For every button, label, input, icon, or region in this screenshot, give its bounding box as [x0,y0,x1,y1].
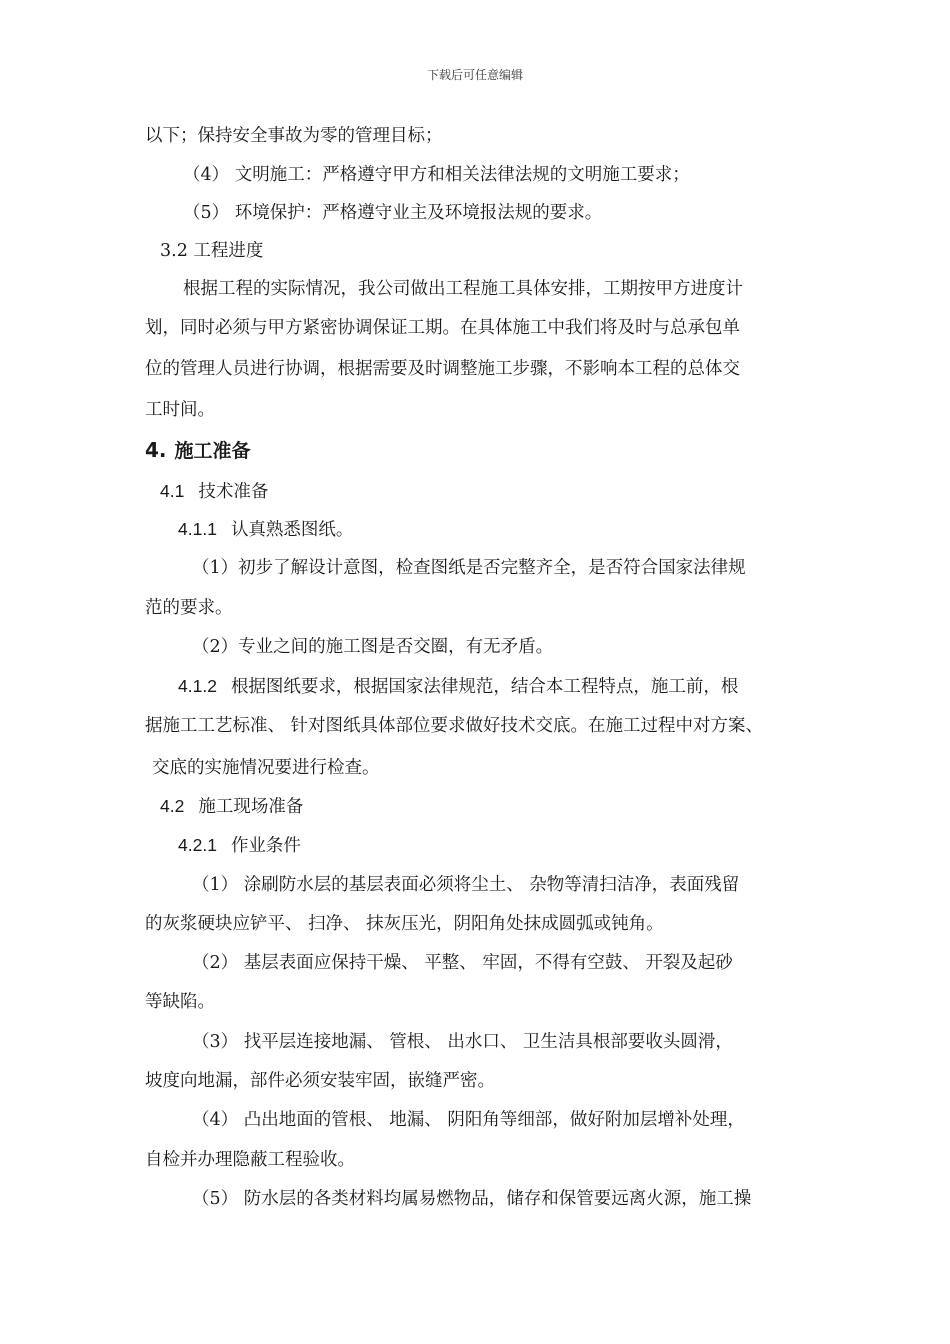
section-heading: 3.2 工程进度 [160,241,264,261]
section-title: 施工现场准备 [198,797,304,817]
subsection-number: 4.2.1 [178,835,217,855]
chapter-number: 4. [145,438,167,462]
section-heading [160,479,268,504]
section-number: 4.2 [160,796,185,816]
page-header: 下载后可任意编辑 [426,68,523,82]
section-heading [160,794,303,819]
paragraph-line: 划，同时必须与甲方紧密协调保证工期。在具体施工中我们将及时与总承包单 [145,318,740,338]
paragraph-line: 自检并办理隐蔽工程验收。 [145,1150,355,1170]
list-item: （1）初步了解设计意图，检查图纸是否完整齐全，是否符合国家法律规 [192,558,746,578]
subsection-number: 4.1.2 [178,676,217,696]
section-title: 技术准备 [198,482,269,502]
chapter-heading [145,438,251,463]
paragraph-line: 坡度向地漏，部件必须安装牢固，嵌缝严密。 [145,1071,495,1091]
list-item: （4） 凸出地面的管根、 地漏、 阴阳角等细部，做好附加层增补处理， [192,1110,745,1130]
list-item: （5） 防水层的各类材料均属易燃物品，储存和保管要远离火源，施工操 [192,1189,752,1209]
subsection-title: 认真熟悉图纸。 [230,520,354,540]
paragraph-line: 以下；保持安全事故为零的管理目标； [145,126,443,146]
paragraph-line: 位的管理人员进行协调，根据需要及时调整施工步骤，不影响本工程的总体交 [145,359,740,379]
subsection-number: 4.1.1 [178,519,217,539]
subsection-heading [178,833,301,858]
list-item: （5） 环境保护：严格遵守业主及环境报法规的要求。 [183,203,603,223]
paragraph-line: 根据工程的实际情况，我公司做出工程施工具体安排，工期按甲方进度计 [183,279,743,299]
list-item: （2）专业之间的施工图是否交圈，有无矛盾。 [192,637,554,657]
list-item: （3） 找平层连接地漏、 管根、 出水口、 卫生洁具根部要收头圆滑， [192,1032,733,1052]
subsection-title: 作业条件 [230,836,301,856]
chapter-title: 施工准备 [174,440,251,462]
list-item: （4） 文明施工：严格遵守甲方和相关法律法规的文明施工要求； [183,165,690,185]
paragraph-line: 交底的实施情况要进行检查。 [152,758,380,778]
paragraph-line: 据施工工艺标准、 针对图纸具体部位要求做好技术交底。在施工过程中对方案、 [145,716,764,736]
list-item: （2） 基层表面应保持干燥、 平整、 牢固，不得有空鼓、 开裂及起砂 [192,953,733,973]
subsection-text: 根据图纸要求，根据国家法律规范，结合本工程特点，施工前，根 [230,677,739,697]
subsection-heading [178,674,738,699]
paragraph-line: 的灰浆硬块应铲平、 扫净、 抹灰压光，阴阳角处抹成圆弧或钝角。 [145,914,664,934]
paragraph-line: 等缺陷。 [145,992,215,1012]
paragraph-line: 工时间。 [145,400,215,420]
paragraph-line: 范的要求。 [145,598,233,618]
section-number: 4.1 [160,481,185,501]
subsection-heading [178,517,353,542]
list-item: （1） 涂刷防水层的基层表面必须将尘土、 杂物等清扫洁净，表面残留 [192,875,740,895]
